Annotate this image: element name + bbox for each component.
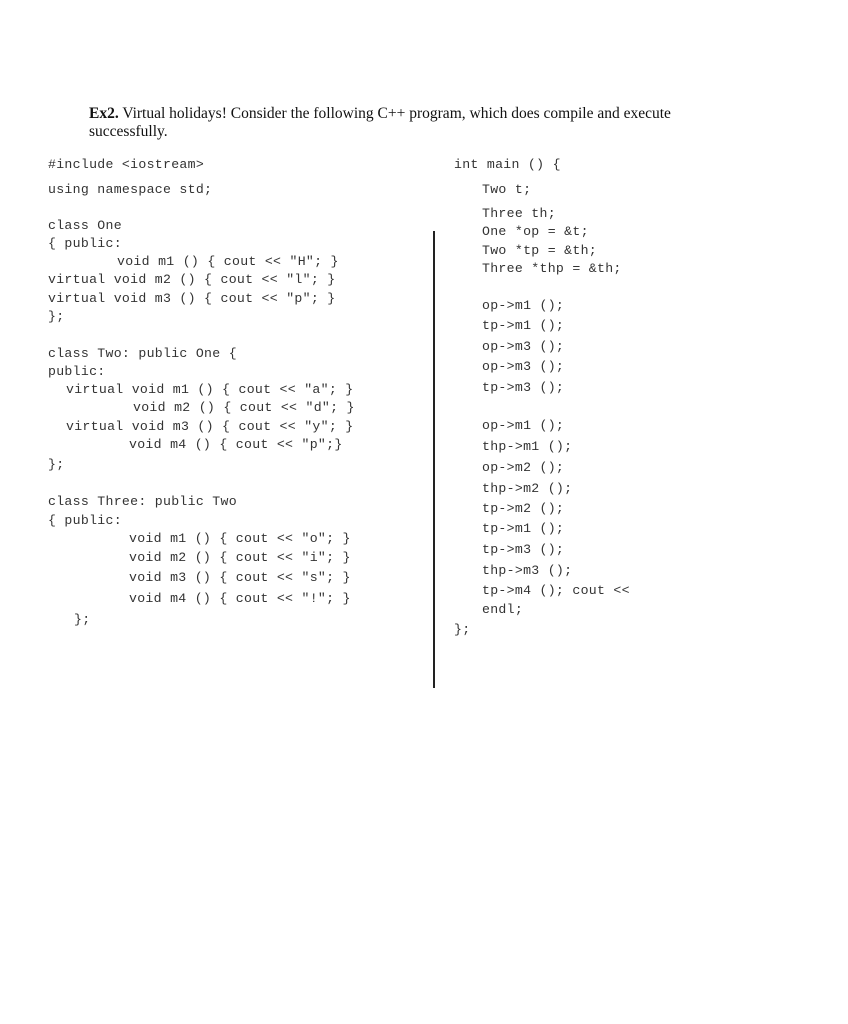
call-line: op->m1 (); [482,298,565,313]
class-one-m3: virtual void m3 () { cout << "p"; } [48,291,336,306]
call-line: thp->m2 (); [482,481,573,496]
class-one-m2: virtual void m2 () { cout << "l"; } [48,272,336,287]
call-line: tp->m3 (); [482,380,565,395]
class-two-line: class Two: public One { [48,346,237,361]
class-two-m4: void m4 () { cout << "p";} [129,437,343,452]
class-three-m3: void m3 () { cout << "s"; } [129,570,351,585]
class-two-m2: void m2 () { cout << "d"; } [133,400,355,415]
exercise-prompt [89,105,729,141]
exercise-text: Virtual holidays! Consider the following C++ program, which does compile and execute successfully. [89,105,671,140]
call-line: tp->m1 (); [482,521,565,536]
class-one-public: { public: [48,236,122,251]
main-line: int main () { [454,157,561,172]
class-one-m1: void m1 () { cout << "H"; } [117,254,339,269]
class-three-public: { public: [48,513,122,528]
call-line: op->m3 (); [482,339,565,354]
class-one-end: }; [48,309,65,324]
class-three-m4: void m4 () { cout << "!"; } [129,591,351,606]
call-line: op->m3 (); [482,359,565,374]
decl-op: One *op = &t; [482,224,589,239]
class-three-m2: void m2 () { cout << "i"; } [129,550,351,565]
using-line: using namespace std; [48,182,213,197]
class-three-line: class Three: public Two [48,494,237,509]
decl-t: Two t; [482,182,532,197]
exercise-label: Ex2. [89,105,119,122]
call-line: thp->m3 (); [482,563,573,578]
class-two-m3: virtual void m3 () { cout << "y"; } [66,419,354,434]
call-line: thp->m1 (); [482,439,573,454]
main-end: }; [454,622,471,637]
call-line: tp->m3 (); [482,542,565,557]
decl-tp: Two *tp = &th; [482,243,597,258]
class-two-m1: virtual void m1 () { cout << "a"; } [66,382,354,397]
call-line: op->m1 (); [482,418,565,433]
include-line: #include <iostream> [48,157,205,172]
call-line: op->m2 (); [482,460,565,475]
class-one-line: class One [48,218,122,233]
class-two-end: }; [48,457,65,472]
decl-th: Three th; [482,206,556,221]
class-three-end: }; [74,612,91,627]
class-two-public: public: [48,364,106,379]
class-three-m1: void m1 () { cout << "o"; } [129,531,351,546]
call-line: tp->m2 (); [482,501,565,516]
column-divider [433,231,435,688]
call-line: endl; [482,602,524,617]
call-line: tp->m1 (); [482,318,565,333]
call-line: tp->m4 (); cout << [482,583,630,598]
decl-thp: Three *thp = &th; [482,261,622,276]
